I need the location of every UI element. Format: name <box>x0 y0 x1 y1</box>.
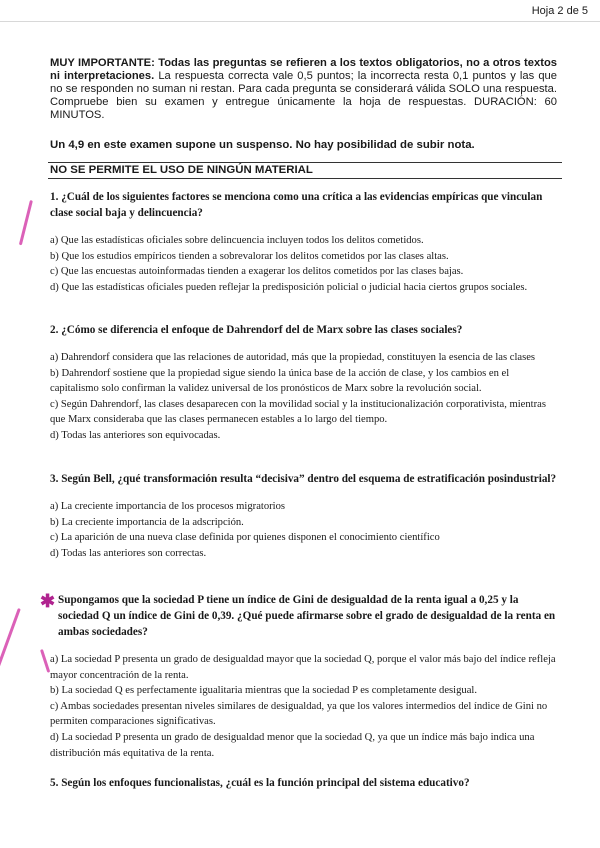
margin-pen-mark <box>0 608 21 679</box>
option-a: a) Que las estadísticas oficiales sobre delincuencia incluyen todos los delitos cometidos. <box>50 235 424 246</box>
question-1 <box>50 189 560 295</box>
question-text: 1. ¿Cuál de los siguientes factores se menciona como una crítica a las evidencias empíricas que vinculan clase social baja y delincuencia? <box>50 191 543 219</box>
option-b: b) La creciente importancia de la adscripción. <box>50 516 244 528</box>
header-rule <box>0 3 600 22</box>
question-4 <box>50 592 560 761</box>
option-list <box>50 350 560 444</box>
option-c: c) Ambas sociedades presentan niveles similares de desigualdad, ya que los valores intermedios del índice de Gini no permiten comparaciones significativas. <box>50 700 548 728</box>
asterisk-mark-icon: ✱ <box>40 591 56 611</box>
option-a: a) La sociedad P presenta un grado de desigualdad mayor que la sociedad Q, porque el valor más bajo del índice refleja mayor concentración de la renta. <box>50 654 556 681</box>
question-2 <box>50 322 560 444</box>
option-list <box>50 233 560 295</box>
option-c: c) La aparición de una nueva clase definida por quienes disponen el conocimiento científico <box>50 532 440 544</box>
option-list <box>50 499 560 561</box>
question-text: Supongamos que la sociedad P tiene un índice de Gini de desigualdad de la renta igual a 0,25 y la sociedad Q un índice de Gini de 0,39. ¿Qué puede afirmarse sobre el grado de desigualdad de la renta en ambas sociedades? <box>58 594 556 638</box>
option-a: a) La creciente importancia de los procesos migratorios <box>50 501 286 512</box>
option-d: d) La sociedad P presenta un grado de desigualdad menor que la sociedad Q, ya que un índice más bajo indica una distribución más equitativa de la renta. <box>50 731 535 759</box>
question-3 <box>50 471 560 561</box>
exam-instructions <box>50 57 557 122</box>
page-number: Hoja 2 de 5 <box>531 5 588 17</box>
grade-warning: Un 4,9 en este examen supone un suspenso. No hay posibilidad de subir nota. <box>50 139 475 151</box>
question-5 <box>50 775 560 791</box>
question-text: 5. Según los enfoques funcionalistas, ¿cuál es la función principal del sistema educativo? <box>50 777 470 789</box>
option-list <box>50 652 560 761</box>
option-c: c) Según Dahrendorf, las clases desaparecen con la movilidad social y la institucionalización corporativista, mientras que Marx consideraba que las clases permanecen estables a lo largo del tiempo. <box>50 398 546 426</box>
no-material-notice: NO SE PERMITE EL USO DE NINGÚN MATERIAL <box>48 162 562 179</box>
instructions-bold: MUY IMPORTANTE: Todas las preguntas se refieren a los textos obligatorios, no a otros textos ni interpretaciones. <box>50 57 557 82</box>
margin-pen-mark <box>40 649 50 673</box>
option-d: d) Todas las anteriores son equivocadas. <box>50 429 221 441</box>
option-b: b) Dahrendorf sostiene que la propiedad sigue siendo la única base de la acción de clase, y los cambios en el capitalismo solo confirman la validez universal de los pronósticos de Marx sobre la revolución social. <box>50 367 510 395</box>
option-b: b) La sociedad Q es perfectamente igualitaria mientras que la sociedad P es completamente desigual. <box>50 685 478 697</box>
margin-pen-mark <box>19 200 33 245</box>
option-b: b) Que los estudios empíricos tienden a sobrevalorar los delitos cometidos por las clases altas. <box>50 250 449 262</box>
question-text: 2. ¿Cómo se diferencia el enfoque de Dahrendorf del de Marx sobre las clases sociales? <box>50 324 463 336</box>
option-d: d) Todas las anteriores son correctas. <box>50 547 207 559</box>
option-c: c) Que las encuestas autoinformadas tienden a exagerar los delitos cometidos por las clases bajas. <box>50 266 464 278</box>
instructions-body: La respuesta correcta vale 0,5 puntos; la incorrecta resta 0,1 puntos y las que no se responden no suman ni restan. Para cada pregunta se considerará válida SOLO una respuesta. Compruebe bien su examen y entregue únicamente la hoja de respuestas. DURACIÓN: 60 MINUTOS. <box>50 70 557 121</box>
option-d: d) Que las estadísticas oficiales pueden reflejar la predisposición policial o judicial hacia ciertos grupos sociales. <box>50 281 528 293</box>
question-text: 3. Según Bell, ¿qué transformación resulta “decisiva” dentro del esquema de estratificación posindustrial? <box>50 473 557 485</box>
option-a: a) Dahrendorf considera que las relaciones de autoridad, más que la propiedad, constituyen la esencia de las clases <box>50 352 536 363</box>
